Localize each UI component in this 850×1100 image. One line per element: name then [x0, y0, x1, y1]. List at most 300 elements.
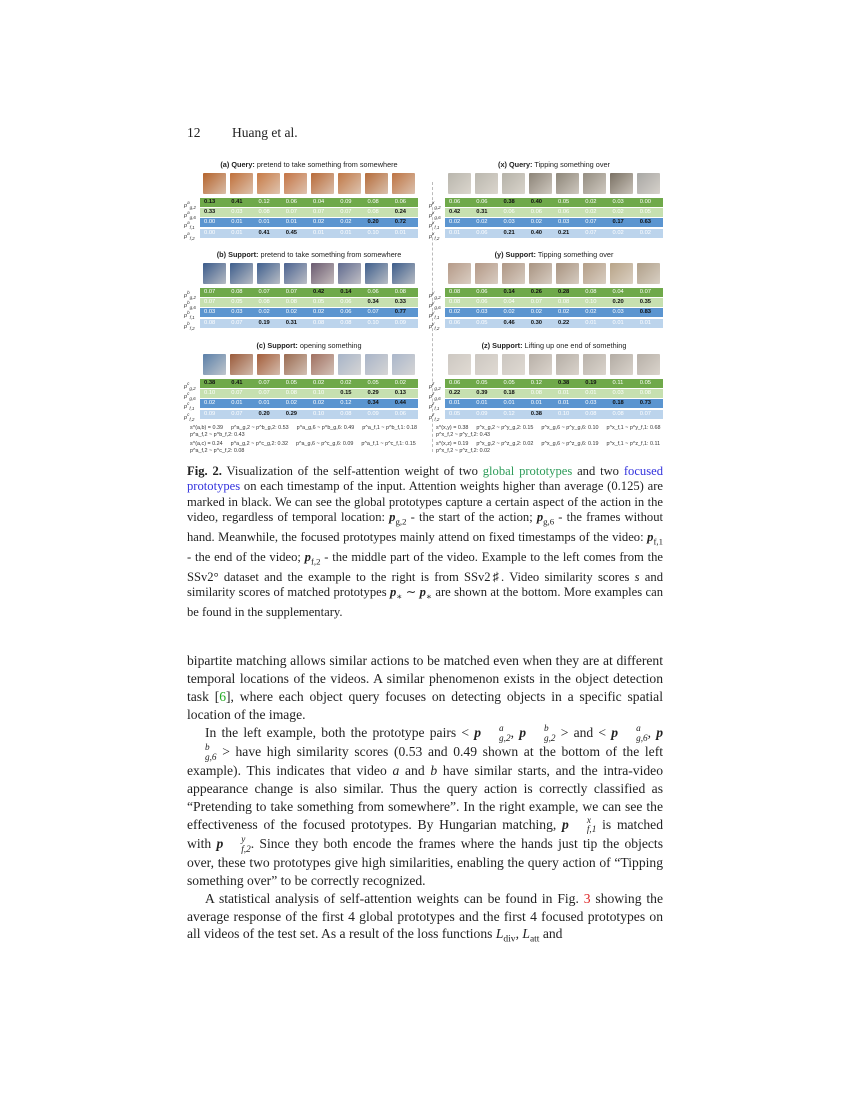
attention-row-g6 [184, 208, 418, 221]
attention-weight: 0.38 [558, 380, 570, 386]
attention-weight: 0.09 [340, 199, 352, 205]
attention-weight: 0.11 [612, 380, 624, 386]
attention-weight: 0.07 [231, 410, 243, 417]
attention-rows [184, 198, 418, 241]
video-frame-thumbnail [311, 263, 334, 284]
attention-weight: 0.01 [258, 400, 270, 407]
attention-weight: 0.41 [231, 380, 243, 386]
attention-row-g6 [429, 298, 663, 311]
attention-weight: 0.04 [313, 199, 325, 205]
attention-weight: 0.08 [340, 410, 352, 417]
similarity-score: s^(x,y) = 0.38 [436, 425, 469, 431]
attention-weight: 0.17 [612, 219, 624, 226]
attention-weight: 0.06 [476, 199, 488, 205]
attention-weight: 0.22 [449, 390, 461, 397]
math-subscript: f,1 [586, 824, 597, 835]
attention-row-f1 [429, 218, 663, 231]
attention-weight: 0.21 [503, 229, 515, 236]
attention-weight: 0.01 [340, 229, 352, 236]
attention-weight: 0.02 [585, 309, 597, 316]
similarity-score: p^x_g,2 ~ p^z_g,2: 0.02 [476, 441, 534, 447]
text-run: and two [572, 464, 624, 478]
attention-weight: 0.01 [449, 229, 461, 236]
attention-weight: 0.09 [394, 319, 407, 326]
text-run: p [647, 530, 654, 545]
video-frame-thumbnail [203, 354, 226, 375]
attention-weight: 0.08 [285, 390, 298, 397]
row-label: $p^a_{f,1}$ [184, 220, 195, 231]
attention-weight: 0.07 [231, 390, 243, 397]
panel-title-bold: (y) Support: [494, 250, 536, 259]
attention-weight: 0.02 [476, 219, 488, 226]
math-subscript: att [529, 935, 540, 946]
video-frame-thumbnail [529, 263, 552, 284]
attention-weight: 0.03 [612, 199, 624, 205]
similarity-summary-line [436, 441, 664, 455]
row-label: $p^c_{g,6}$ [184, 391, 196, 402]
attention-weight: 0.39 [476, 390, 488, 397]
attention-weight: 0.14 [503, 289, 515, 295]
frame-strip [445, 263, 663, 284]
video-frame-thumbnail [556, 173, 579, 194]
row-label: $p^x_{f,2}$ [429, 230, 440, 241]
attention-weight: 0.40 [530, 199, 543, 205]
video-frame-thumbnail [583, 354, 606, 375]
video-frame-thumbnail [637, 354, 660, 375]
attention-weight: 0.07 [204, 289, 216, 295]
attention-weight: 0.08 [367, 199, 379, 205]
attention-weight: 0.01 [530, 400, 543, 407]
attention-weight: 0.02 [612, 209, 624, 216]
panel-title-bold: (a) Query: [220, 160, 255, 169]
similarity-score: p^x_f,1 ~ p^z_f,1: 0.11 [606, 441, 661, 447]
paragraph [187, 724, 663, 890]
attention-weight: 0.06 [558, 209, 570, 216]
attention-rows [184, 288, 418, 331]
text-run: > and < [555, 724, 612, 740]
attention-weight: 0.02 [558, 309, 570, 316]
attention-weight: 0.06 [476, 289, 488, 295]
similarity-score: s^(a,b) = 0.39 [190, 425, 223, 431]
text-run: p [474, 724, 482, 740]
attention-row-f2 [184, 229, 418, 241]
row-label: $p^x_{g,6}$ [429, 210, 441, 221]
attention-weight: 0.08 [258, 209, 270, 216]
attention-weight: 0.02 [313, 309, 325, 316]
attention-weight: 0.42 [313, 289, 325, 295]
math-subscript: f,2 [241, 843, 251, 854]
math-subscript: g,6 [543, 516, 555, 527]
attention-row-f2 [184, 319, 418, 331]
attention-weight: 0.03 [476, 309, 488, 316]
text-run: L [495, 926, 504, 942]
text-run: is matched with [187, 816, 663, 851]
math-subscript: ∗ [425, 591, 432, 602]
math-superscript: b [543, 723, 549, 734]
attention-weight: 0.02 [639, 229, 652, 236]
attention-weight: 0.08 [394, 289, 407, 295]
math-superscript: a [636, 723, 641, 734]
math-subscript: f,1 [653, 536, 663, 547]
video-frame-thumbnail [338, 173, 361, 194]
row-label: $p^b_{g,2}$ [184, 290, 196, 300]
attention-weight: 0.10 [367, 229, 379, 236]
attention-weight: 0.07 [231, 319, 243, 326]
attention-weight: 0.08 [449, 289, 461, 295]
video-frame-thumbnail [502, 354, 525, 375]
attention-weight: 0.01 [558, 390, 570, 397]
attention-weight: 0.06 [530, 209, 543, 216]
video-frame-thumbnail [475, 173, 498, 194]
text-run: a [392, 762, 400, 778]
similarity-score: s^(x,z) = 0.19 [436, 441, 469, 447]
attention-weight: 0.01 [558, 400, 570, 407]
attention-row-f1 [184, 399, 418, 412]
panel-a [184, 160, 418, 241]
attention-weight: 0.02 [285, 309, 298, 316]
text-run: p [389, 510, 396, 525]
attention-weight: 0.01 [258, 219, 270, 226]
math-scripts [481, 724, 511, 743]
text-run: . Since they both encode the frames where the hands just tip the objects over, these two prototypes give high similarities, enabling the query action of “Tipping something over” to be correctly recognized. [187, 835, 663, 888]
attention-weight: 0.02 [313, 219, 325, 226]
panel-title [445, 160, 663, 169]
attention-weight: 0.07 [639, 289, 652, 295]
attention-weight: 0.10 [558, 410, 570, 417]
math-superscript: a [499, 723, 504, 734]
attention-weight: 0.08 [530, 390, 543, 397]
attention-weight: 0.46 [503, 319, 515, 326]
attention-weight: 0.07 [530, 299, 543, 306]
panel-y [429, 250, 663, 331]
similarity-score: p^x_g,6 ~ p^y_g,6: 0.10 [541, 425, 599, 431]
attention-weight: 0.01 [585, 319, 597, 326]
video-frame-thumbnail [448, 263, 471, 284]
row-label: $p^b_{f,1}$ [184, 310, 195, 321]
panel-title-text: Lifting up one end of something [522, 341, 627, 350]
similarity-score: p^x_f,1 ~ p^y_f,1: 0.68 [606, 425, 661, 431]
attention-weight: 0.02 [585, 209, 597, 216]
video-frame-thumbnail [475, 354, 498, 375]
attention-weight: 0.07 [258, 289, 270, 295]
frame-strip [200, 263, 418, 284]
attention-weight: 0.73 [639, 400, 652, 407]
video-frame-thumbnail [610, 263, 633, 284]
panel-title [200, 341, 418, 350]
text-run: - the start of the action; [406, 510, 537, 525]
text-run: , [515, 926, 523, 942]
text-run: , [510, 724, 520, 740]
video-frame-thumbnail [365, 354, 388, 375]
attention-weight: 0.12 [340, 400, 352, 407]
similarity-score: p^x_g,6 ~ p^z_g,6: 0.19 [541, 441, 599, 447]
attention-weight: 0.38 [204, 380, 216, 386]
link[interactable]: focused prototypes [187, 464, 663, 494]
text-run: > have high similarity scores (0.53 and 0.49 shown at the bottom of the left example). This indicates that video [187, 743, 663, 778]
video-frame-thumbnail [338, 263, 361, 284]
attention-weight: 0.06 [340, 299, 352, 306]
attention-weight: 0.42 [449, 209, 461, 216]
text-run: ], where each object query focuses on detecting objects in a specific spatial location of the image. [187, 688, 663, 722]
video-frame-thumbnail [365, 263, 388, 284]
attention-weight: 0.00 [204, 219, 216, 226]
panel-title-text: opening something [297, 341, 362, 350]
video-frame-thumbnail [311, 173, 334, 194]
attention-weight: 0.05 [231, 299, 243, 306]
attention-weight: 0.07 [367, 309, 379, 316]
attention-weight: 0.08 [285, 299, 298, 306]
attention-weight: 0.06 [394, 410, 407, 417]
attention-weight: 0.02 [503, 309, 515, 316]
attention-weight: 0.02 [204, 400, 216, 407]
attention-weight: 0.07 [285, 209, 298, 216]
attention-weight: 0.08 [449, 299, 461, 306]
attention-weight: 0.07 [639, 410, 652, 417]
video-frame-thumbnail [230, 263, 253, 284]
attention-weight: 0.12 [258, 199, 270, 205]
link[interactable]: 6 [219, 688, 227, 704]
video-frame-thumbnail [203, 173, 226, 194]
video-frame-thumbnail [257, 354, 280, 375]
math-scripts [526, 724, 556, 743]
attention-weight: 0.06 [449, 380, 461, 386]
video-frame-thumbnail [529, 173, 552, 194]
attention-weight: 0.09 [476, 410, 488, 417]
caption-label: Fig. 2. [187, 464, 222, 478]
attention-row-f1 [184, 218, 418, 231]
text-run: and [399, 762, 431, 778]
attention-weight: 0.02 [394, 380, 407, 386]
attention-row-f2 [429, 229, 663, 241]
attention-weight: 0.77 [394, 309, 407, 316]
attention-weight: 0.01 [503, 400, 515, 407]
attention-weight: 0.08 [585, 289, 597, 295]
attention-weight: 0.01 [639, 319, 652, 326]
panel-title-bold: (b) Support: [216, 250, 259, 259]
figure-caption [187, 464, 663, 621]
row-label: $p^x_{g,2}$ [429, 200, 441, 210]
math-scripts [569, 816, 597, 835]
panel-title-text: Tipping something over [535, 250, 614, 259]
text-run: In the left example, both the prototype pairs < [205, 724, 475, 740]
row-label: $p^y_{g,2}$ [429, 290, 441, 300]
attention-weight: 0.08 [204, 319, 216, 326]
video-frame-thumbnail [556, 263, 579, 284]
row-label: $p^a_{f,2}$ [184, 230, 195, 241]
attention-weight: 0.01 [313, 229, 325, 236]
attention-weight: 0.07 [258, 390, 270, 397]
text-run: and similarity scores of matched prototypes [187, 569, 663, 600]
text-run: p [536, 510, 544, 525]
attention-weight: 0.01 [285, 219, 298, 226]
link[interactable]: 3 [583, 890, 591, 906]
attention-weight: 0.03 [503, 219, 515, 226]
panel-c [184, 341, 418, 422]
text-run: bipartite matching allows similar actions to be matched even when they are at different temporal locations of the videos. A similar phenomenon exists in the object detection task [ [187, 653, 663, 704]
attention-row-f1 [184, 308, 418, 321]
attention-rows [429, 198, 663, 241]
similarity-score: p^a_g,2 ~ p^c_g,2: 0.32 [230, 441, 289, 447]
attention-weight: 0.01 [612, 319, 624, 326]
panel-title [445, 250, 663, 259]
text-run: p [390, 585, 397, 600]
attention-weight: 0.09 [367, 410, 379, 417]
attention-weight: 0.02 [530, 219, 543, 226]
text-run: p [304, 550, 311, 565]
attention-weight: 0.21 [558, 229, 570, 236]
attention-weight: 0.08 [367, 209, 379, 216]
video-frame-thumbnail [637, 263, 660, 284]
attention-row-g6 [429, 208, 663, 221]
attention-weight: 0.07 [585, 219, 597, 226]
attention-weight: 0.20 [367, 219, 379, 226]
attention-weight: 0.33 [394, 299, 407, 306]
attention-weight: 0.22 [558, 319, 570, 326]
attention-weight: 0.08 [585, 410, 597, 417]
attention-weight: 0.83 [639, 309, 652, 316]
video-frame-thumbnail [610, 173, 633, 194]
video-frame-thumbnail [610, 354, 633, 375]
panel-title-bold: (x) Query: [498, 160, 533, 169]
attention-weight: 0.08 [558, 299, 570, 306]
row-label: $p^a_{g,6}$ [184, 210, 196, 221]
math-scripts [223, 835, 251, 854]
panel-title [200, 160, 418, 169]
attention-weight: 0.24 [394, 209, 407, 216]
paragraph [187, 652, 663, 724]
similarity-score: s^(a,c) = 0.24 [190, 441, 223, 447]
attention-weight: 0.02 [313, 380, 325, 386]
paragraph [187, 890, 663, 950]
link[interactable]: global prototypes [482, 464, 573, 478]
row-label: $p^y_{f,2}$ [429, 320, 440, 331]
text-run: p [216, 835, 224, 851]
attention-weight: 0.02 [285, 400, 298, 407]
math-subscript: g,2 [543, 732, 556, 743]
running-title: Huang et al. [232, 125, 298, 140]
attention-weight: 0.07 [340, 209, 352, 216]
similarity-summary-line [190, 425, 418, 439]
attention-weight: 0.41 [258, 229, 270, 236]
panel-title-bold: (c) Support: [256, 341, 298, 350]
attention-rows [429, 288, 663, 331]
row-label: $p^z_{f,1}$ [429, 401, 440, 412]
attention-weight: 0.06 [503, 209, 515, 216]
attention-weight: 0.02 [530, 309, 543, 316]
attention-weight: 0.12 [530, 380, 543, 386]
attention-weight: 0.10 [367, 319, 379, 326]
attention-weight: 0.34 [367, 299, 379, 306]
attention-weight: 0.03 [231, 209, 243, 216]
attention-weight: 0.12 [503, 410, 515, 417]
video-frame-thumbnail [230, 354, 253, 375]
text-run: on each timestamp of the input. Attention weights higher than average (0.125) are marked in black. We can see the global prototypes capture a certain aspect of the action in the video, regardless of temporal location: [187, 479, 663, 525]
math-subscript: g,2 [499, 732, 511, 743]
body-text [187, 652, 663, 950]
math-subscript: g,6 [636, 732, 648, 743]
text-run: A statistical analysis of self-attention weights can be found in Fig. [205, 890, 584, 906]
attention-weight: 0.01 [231, 219, 243, 226]
attention-weight: 0.08 [313, 319, 325, 326]
attention-weight: 0.06 [394, 199, 407, 205]
attention-row-g2 [429, 288, 663, 300]
video-frame-thumbnail [338, 354, 361, 375]
attention-weight: 0.13 [394, 390, 407, 397]
attention-row-g2 [429, 379, 663, 391]
math-superscript: b [205, 742, 210, 753]
attention-weight: 0.02 [449, 309, 461, 316]
text-run: ∼ [402, 585, 420, 600]
attention-weight: 0.31 [285, 319, 298, 326]
attention-weight: 0.01 [394, 229, 407, 236]
math-subscript: f,2 [310, 556, 321, 567]
attention-weight: 0.05 [285, 380, 298, 386]
similarity-score: p^x_f,2 ~ p^y_f,2: 0.43 [436, 432, 491, 438]
panel-title [445, 341, 663, 350]
panel-b [184, 250, 418, 331]
video-frame-thumbnail [392, 263, 415, 284]
attention-weight: 0.01 [231, 400, 243, 407]
attention-weight: 0.03 [612, 309, 624, 316]
panel-title [200, 250, 418, 259]
attention-weight: 0.01 [449, 400, 461, 407]
attention-weight: 0.10 [585, 299, 597, 306]
attention-weight: 0.14 [340, 289, 352, 295]
page-number: 12 [187, 125, 201, 140]
math-scripts [618, 724, 648, 743]
attention-row-g6 [429, 389, 663, 402]
similarity-score: p^a_f,1 ~ p^b_f,1: 0.18 [362, 425, 417, 431]
attention-weight: 0.08 [639, 390, 652, 397]
attention-weight: 0.02 [340, 219, 352, 226]
text-run: p [611, 724, 619, 740]
attention-weight: 0.06 [285, 199, 298, 205]
attention-weight: 0.03 [231, 309, 243, 316]
attention-weight: 0.08 [340, 319, 352, 326]
attention-weight: 0.08 [612, 410, 624, 417]
row-label: $p^a_{g,2}$ [184, 200, 196, 210]
text-run: and [539, 926, 563, 942]
video-frame-thumbnail [257, 173, 280, 194]
attention-weight: 0.20 [612, 299, 624, 306]
attention-weight: 0.28 [558, 289, 570, 295]
text-run: - the middle part of the video. Example to the left comes from the SSv2° dataset and the example to the right is from SSv2♯. Video similarity scores [187, 550, 663, 584]
frame-strip [445, 173, 663, 194]
attention-weight: 0.04 [612, 289, 624, 295]
text-run: L [522, 926, 530, 942]
similarity-score: p^x_g,2 ~ p^y_g,2: 0.15 [476, 425, 534, 431]
attention-weight: 0.09 [204, 410, 216, 417]
attention-weight: 0.08 [258, 299, 270, 306]
video-frame-thumbnail [448, 354, 471, 375]
attention-weight: 0.00 [639, 199, 652, 205]
attention-row-g2 [184, 288, 418, 300]
similarity-score: p^a_f,1 ~ p^c_f,1: 0.15 [361, 441, 416, 447]
attention-weight: 0.33 [204, 209, 216, 216]
text-run: Visualization of the self-attention weight of two [221, 464, 483, 478]
row-label: $p^y_{g,6}$ [429, 300, 441, 311]
attention-weight: 0.30 [530, 319, 543, 326]
attention-row-f1 [429, 399, 663, 412]
attention-row-f1 [429, 308, 663, 321]
attention-weight: 0.44 [394, 400, 407, 407]
attention-weight: 0.05 [639, 209, 652, 216]
row-label: $p^z_{g,2}$ [429, 381, 441, 391]
video-frame-thumbnail [392, 354, 415, 375]
attention-weight: 0.72 [394, 219, 407, 226]
math-superscript: x [586, 815, 591, 826]
video-frame-thumbnail [583, 173, 606, 194]
